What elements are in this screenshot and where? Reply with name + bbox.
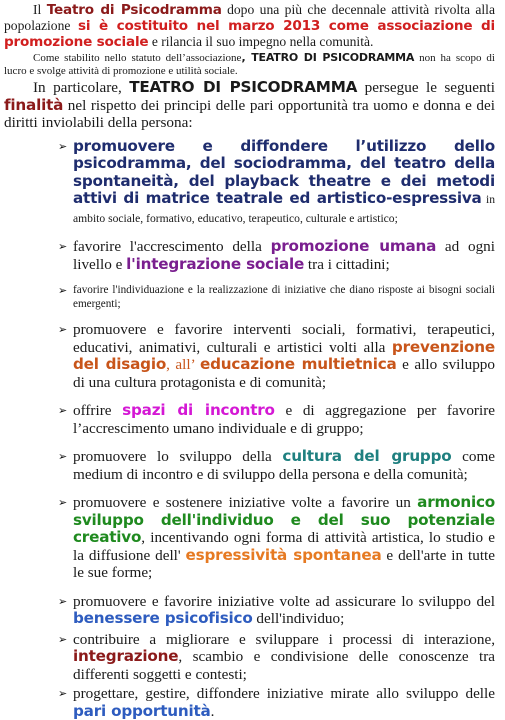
org-name-bold: , TEATRO DI PSICODRAMMA [241,51,414,64]
text-segment: , all’ [166,356,200,373]
highlight-espressivita-spontanea: espressività spontanea [186,546,382,564]
list-item [4,321,495,391]
text-segment: Come stabilito nello statuto dell’associazione [33,52,241,64]
list-item [4,448,495,483]
arrow-bullet-icon: ➢ [58,685,67,703]
arrow-bullet-icon: ➢ [58,631,67,649]
text-segment: promuovere e sostenere iniziative volte a favorire un [73,494,417,511]
text-segment: favorire l'accrescimento della [73,238,271,255]
text-segment: persegue le seguenti [357,79,495,96]
list-item [4,238,495,273]
text-segment: come medium di incontro e di sviluppo della persona e della comunità; [73,448,495,483]
list-item [4,284,495,311]
org-name-highlight: Teatro di Psicodramma [47,2,222,18]
text-segment: promuovere e favorire interventi sociali, formativi, terapeutici, educativi, animativi, culturali e artistici volti alla [73,321,495,356]
text-segment: dell'individuo; [253,610,345,627]
text-segment: offrire [73,402,122,419]
text-segment: Il [33,2,47,17]
finalita-highlight: finalità [4,96,63,114]
highlight-integrazione: integrazione [73,647,178,665]
highlight-psicodramma-methods: promuovere e diffondere l’utilizzo dello psicodramma, del sociodramma, del teatro della spontaneità, del playback theatre e dei metodi attivi di matrice teatrale ed artistico-espressiva [73,137,495,208]
arrow-bullet-icon: ➢ [58,238,67,256]
highlight-pari-opportunita: pari opportunità [73,702,211,720]
org-name-bold: TEATRO DI PSICODRAMMA [129,78,357,96]
text-segment: e allo sviluppo di una cultura protagonista e di comunità; [73,356,495,391]
text-segment: favorire l'individuazione e la realizzazione di iniziative che diano risposte ai bisogni sociali emergenti; [73,284,495,310]
text-segment: promuovere e favorire iniziative volte ad assicurare lo sviluppo del [73,593,495,610]
highlight-prevenzione-disagio: prevenzione del disagio [73,338,495,374]
text-segment: progettare, gestire, diffondere iniziative mirate allo sviluppo delle [73,685,495,702]
arrow-bullet-icon: ➢ [58,494,67,512]
arrow-bullet-icon: ➢ [58,138,67,156]
highlight-cultura-gruppo: cultura del gruppo [282,447,451,465]
text-segment: In particolare, [33,79,129,96]
intro-paragraph-3 [4,79,495,132]
text-segment: dopo una più che decennale attività rivolta alla popolazione [4,2,495,33]
intro-paragraph-2 [4,51,495,78]
text-segment: . [211,703,215,720]
founding-highlight: si è costituito nel marzo 2013 come associazione di promozione sociale [4,18,495,50]
arrow-bullet-icon: ➢ [58,448,67,466]
highlight-benessere-psicofisico: benessere psicofisico [73,609,253,627]
text-segment: nel rispetto dei principi delle pari opportunità tra uomo e donna e dei diritti inviolabili della persona: [4,97,495,132]
text-segment: promuovere lo sviluppo della [73,448,282,465]
highlight-educazione-multietnica: educazione multietnica [200,355,397,373]
highlight-promozione-umana: promozione umana [271,237,437,255]
text-segment: in ambito sociale, formativo, educativo, terapeutico, culturale e artistico; [73,193,495,225]
text-segment: e dell'arte in tutte le sue forme; [73,547,495,582]
arrow-bullet-icon: ➢ [58,321,67,339]
text-segment: ad ogni livello e [73,238,495,273]
arrow-bullet-icon: ➢ [58,402,67,420]
list-item [4,138,495,228]
text-segment: , incentivando ogni forma di attività artistica, lo studio e la diffusione dell' [73,529,495,564]
text-segment: non ha scopo di lucro e svolge attività di promozione e utilità sociale. [4,52,495,77]
highlight-integrazione-sociale: l'integrazione sociale [126,255,304,273]
text-segment: , scambio e condivisione delle conoscenze tra differenti soggetti e contesti; [73,648,495,683]
text-segment: e di aggregazione per favorire l’accrescimento umano individuale e di gruppo; [73,402,495,437]
list-item [4,494,495,582]
text-segment: contribuire a migliorare e sviluppare i processi di interazione, [73,631,495,648]
highlight-armonico-sviluppo: armonico sviluppo dell'individuo e del suo potenziale creativo [73,493,495,546]
arrow-bullet-icon: ➢ [58,593,67,611]
list-item [4,402,495,437]
list-item [4,631,495,684]
text-segment: tra i cittadini; [304,256,390,273]
list-item [4,685,495,720]
intro-paragraph-1 [4,2,495,50]
goals-list [4,138,495,720]
text-segment: e rilancia il suo impegno nella comunità. [148,34,373,49]
arrow-bullet-icon: ➢ [58,284,67,298]
list-item [4,593,495,628]
highlight-spazi-incontro: spazi di incontro [122,401,275,419]
